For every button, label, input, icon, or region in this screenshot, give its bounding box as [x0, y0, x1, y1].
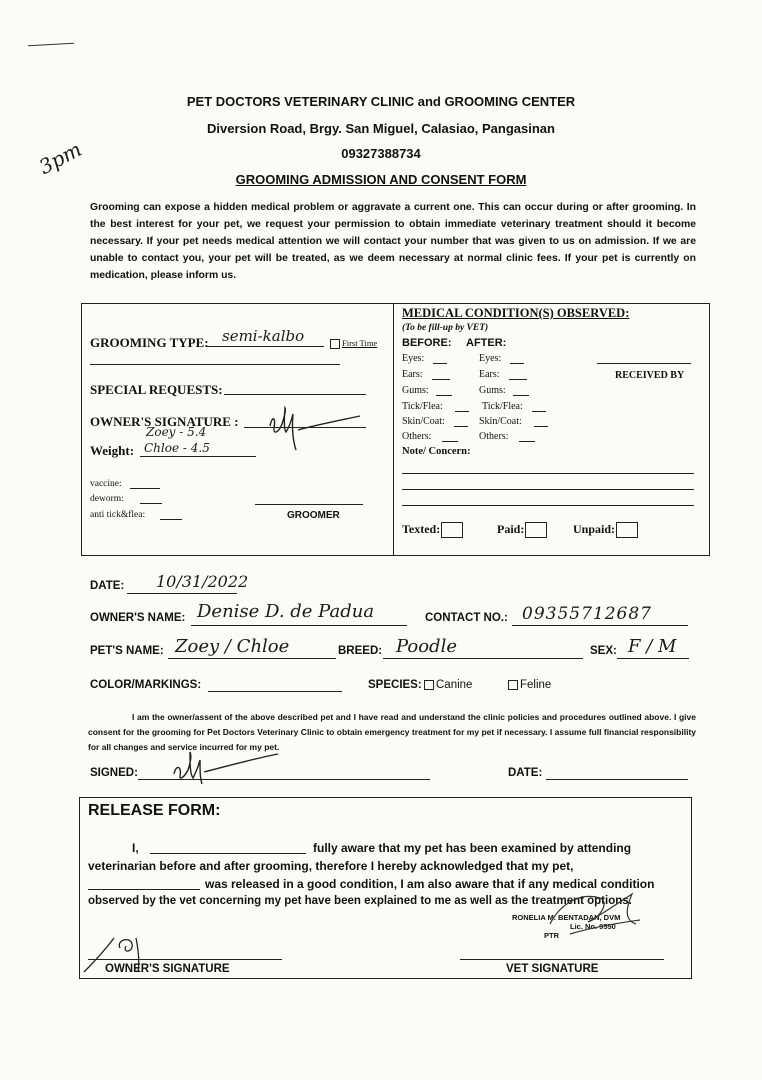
after-row-skin: Skin/Coat: [479, 416, 522, 427]
species-canine-option[interactable] [424, 679, 472, 691]
note-label: Note/ Concern: [402, 446, 471, 457]
antitick-label: anti tick&flea: [90, 510, 146, 520]
first-time-box[interactable] [330, 339, 340, 349]
sex-line [617, 658, 689, 659]
blank-a3 [513, 395, 529, 396]
blank-b5 [454, 426, 468, 427]
special-requests-label: SPECIAL REQUESTS: [90, 382, 223, 397]
blank-b6 [442, 441, 458, 442]
paid-box[interactable] [525, 522, 547, 538]
note-line-2 [402, 489, 694, 490]
weight-value-2[interactable]: Chloe - 4.5 [144, 441, 210, 455]
before-row-others: Others: [402, 431, 432, 442]
contact-label: CONTACT NO.: [425, 612, 508, 624]
unpaid-box[interactable] [616, 522, 638, 538]
box-divider [393, 304, 394, 555]
before-row-ears: Ears: [402, 369, 423, 380]
after-row-ears: Ears: [479, 369, 500, 380]
unpaid-checkbox[interactable] [573, 522, 638, 538]
received-by-line [597, 363, 691, 364]
intro-text: Grooming can expose a hidden medical problem or aggravate a current one. This can occur during or after grooming. In the best interest for your pet, we request your permission to obtain immediate veterinary treatment should it become necessary. If your pet needs medical attention we will contact your number that was given to us on admission. If we are unable to contact you, your pet will be treated, as we deem necessary at normal clinic fees. If your pet is currently on medication, please inform us. [90, 202, 696, 281]
form-title: GROOMING ADMISSION AND CONSENT FORM [235, 172, 527, 187]
color-label: COLOR/MARKINGS: [90, 679, 202, 691]
blank-a4 [532, 411, 546, 412]
release-text-4: observed by the vet concerning my pet have been explained to me as well as the treatment options. [88, 895, 632, 907]
consent-text: I am the owner/assent of the above described pet and I have read and understand the clinic policies and procedures outlined above. I give consent for the grooming for Pet Doctors Veterinary Clinic to obtain emergency treatment for my pet if necessary. I assume full financial responsibility for all changes and service incurred for my pet. [88, 712, 696, 752]
contact-line [512, 625, 688, 626]
stamp-lic: Lic. No. 9550 [570, 922, 616, 931]
texted-box[interactable] [441, 522, 463, 538]
color-line [208, 691, 342, 692]
stray-mark [28, 43, 74, 46]
feline-box[interactable] [508, 680, 518, 690]
blank-a5 [534, 426, 548, 427]
signed-scribble [168, 748, 288, 788]
canine-label: Canine [436, 679, 473, 691]
vet-sig-line [460, 959, 664, 960]
grooming-type-line [206, 346, 324, 347]
blank-b1 [433, 363, 447, 364]
release-i-label: I, [132, 841, 139, 855]
grooming-type-value[interactable]: semi-kalbo [222, 327, 305, 345]
release-text-1: fully aware that my pet has been examined by attending [313, 841, 632, 855]
vaccine-line [130, 488, 160, 489]
date-line-2 [546, 779, 688, 780]
deworm-label: deworm: [90, 494, 124, 504]
after-row-eyes: Eyes: [479, 353, 502, 364]
before-row-tick: Tick/Flea: [402, 401, 443, 412]
clinic-address: Diversion Road, Brgy. San Miguel, Calasiao, Pangasinan [207, 121, 555, 136]
after-row-others: Others: [479, 431, 509, 442]
blank-a6 [519, 441, 535, 442]
paid-label: Paid: [497, 522, 525, 536]
owner-name-value[interactable]: Denise D. de Padua [197, 601, 375, 622]
after-row-tick: Tick/Flea: [482, 401, 523, 412]
blank-a2 [509, 379, 527, 380]
species-feline-option[interactable] [508, 679, 551, 691]
before-row-gums: Gums: [402, 385, 429, 396]
first-time-checkbox[interactable] [330, 338, 377, 349]
before-row-skin: Skin/Coat: [402, 416, 445, 427]
pet-name-label: PET'S NAME: [90, 645, 164, 657]
release-name-line [150, 853, 306, 854]
grooming-type-line-2 [90, 364, 340, 365]
first-time-label: First Time [342, 338, 378, 348]
contact-value[interactable]: 09355712687 [522, 604, 652, 624]
grooming-type-label: GROOMING TYPE: [90, 335, 209, 350]
feline-label: Feline [520, 679, 552, 691]
after-row-gums: Gums: [479, 385, 506, 396]
blank-b2 [432, 379, 450, 380]
weight-label: Weight: [90, 443, 135, 458]
weight-line [140, 456, 256, 457]
received-by-label: RECEIVED BY [615, 370, 685, 381]
breed-line [383, 658, 583, 659]
breed-value[interactable]: Poodle [396, 636, 457, 657]
clinic-phone: 09327388734 [341, 146, 421, 161]
species-label: SPECIES: [368, 679, 422, 691]
medical-title: MEDICAL CONDITION(S) OBSERVED: [402, 306, 630, 320]
release-text-3: was released in a good condition, I am also aware that if any medical condition [205, 877, 655, 891]
sex-value[interactable]: F / M [628, 636, 677, 657]
release-pet-line [88, 889, 200, 890]
breed-label: BREED: [338, 645, 383, 657]
owner-signature-label: OWNER'S SIGNATURE : [90, 414, 239, 429]
owner-signature-scribble [262, 404, 372, 454]
texted-checkbox[interactable] [402, 522, 463, 538]
margin-note: 3pm [34, 136, 86, 180]
date-line [127, 593, 237, 594]
antitick-line [160, 519, 182, 520]
before-row-eyes: Eyes: [402, 353, 425, 364]
owner-name-line [191, 625, 407, 626]
blank-b3 [436, 395, 452, 396]
release-text-2: veterinarian before and after grooming, therefore I hereby acknowledged that my pet, [88, 859, 574, 873]
blank-a1 [510, 363, 524, 364]
signed-label: SIGNED: [90, 767, 138, 779]
owner-name-label: OWNER'S NAME: [90, 612, 186, 624]
vet-signature-scribble [540, 884, 650, 944]
pet-name-value[interactable]: Zoey / Chloe [175, 636, 290, 657]
date-value[interactable]: 10/31/2022 [156, 572, 249, 591]
groomer-line [255, 504, 363, 505]
stamp-ptr: PTR [544, 931, 559, 940]
sex-label: SEX: [590, 645, 617, 657]
medical-subtitle: (To be fill-up by VET) [402, 323, 489, 333]
after-label: AFTER: [466, 337, 507, 349]
blank-b4 [455, 411, 469, 412]
owner-release-sig-label: OWNER'S SIGNATURE [105, 963, 230, 975]
date-label-2: DATE: [508, 767, 543, 779]
vet-sig-label: VET SIGNATURE [506, 963, 599, 975]
groomer-label: GROOMER [287, 510, 340, 521]
canine-box[interactable] [424, 680, 434, 690]
note-line-1 [402, 473, 694, 474]
vaccine-label: vaccine: [90, 479, 122, 489]
paid-checkbox[interactable] [497, 522, 547, 538]
pet-name-line [168, 658, 336, 659]
special-requests-line [224, 394, 366, 395]
note-line-3 [402, 505, 694, 506]
stamp-name: RONELIA M. BENTADAN, DVM [512, 913, 621, 922]
release-title: RELEASE FORM: [88, 802, 221, 819]
before-label: BEFORE: [402, 337, 452, 349]
weight-value-1[interactable]: Zoey - 5.4 [146, 425, 207, 439]
date-label: DATE: [90, 580, 125, 592]
texted-label: Texted: [402, 522, 441, 536]
deworm-line [140, 503, 162, 504]
unpaid-label: Unpaid: [573, 522, 616, 536]
clinic-name: PET DOCTORS VETERINARY CLINIC and GROOMING CENTER [186, 94, 576, 109]
